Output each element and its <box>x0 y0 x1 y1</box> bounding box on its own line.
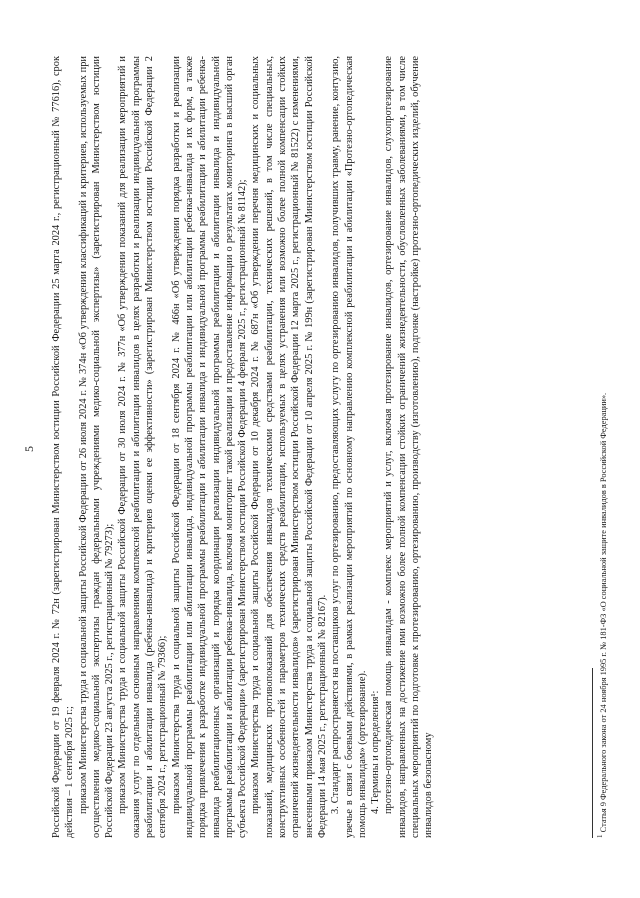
paragraph: приказом Министерства труда и социальной защиты Российской Федерации от 30 июля 2024 г. № 377н «Об утверждении показаний для реализации мероприятий и оказания услуг по отдельным основным направлениям комплексной реабилитации и абилитации инвалидов в целях разработки и реализации индивидуальной программы реабилитации и абилитации инвалида (ребенка-инвалида) и критериев оценки ее эффективности» (зарегистрирован Министерством юстиции Российской Федерации 2 сентября 2024 г., регистрационный № 79366); <box>117 56 169 838</box>
footnote-separator <box>592 668 593 838</box>
document-body <box>50 56 436 838</box>
paragraph: Российской Федерации от 19 февраля 2024 г. № 72н (зарегистрирован Министерством юстиции Российской Федерации 25 марта 2024 г., регистрационный № 77616), срок действия – 1 сентября 2025 г.; <box>51 56 76 838</box>
paragraph: 4. Термины и определения¹: <box>370 690 382 814</box>
paragraph: протезно-ортопедическая помощь инвалидам - комплекс мероприятий и услуг, включая протезирование инвалидов, ортезирование инвалидов, слухопротезирование инвалидов, направленных на достижение ими возможно более полной компенсации стойких ограничений жизнедеятельности, обусловленных заболеваниями, в том числе специальных мероприятий по подготовке к протезированию, ортезированию, производству (изготовлению), подгонке (настройке) протезно-ортопедических изделий, обучение инвалидов безопасному <box>383 56 435 838</box>
paragraph: 3. Стандарт распространяется на поставщиков услуг по ортезированию, предоставляющих услугу по ортезированию инвалидов, получивших травму, ранение, контузию, увечье в связи с боевыми действиями, в рамках реализации мероприятий по основному направлению комплексной реабилитации и абилитации «Протезно-ортопедическая помощь инвалидам» (ортезирование). <box>330 56 368 838</box>
paragraph: приказом Министерства труда и социальной защиты Российской Федерации от 10 декабря 2024 г. № 687н «Об утверждении перечня медицинских и социальных показаний, медицинских противопоказаний для обеспечения инвалидов техническими средствами реабилитации, технических решений, в том числе специальных, конструктивных особенностей и параметров технических средств реабилитации, используемых в целях устранения или возможно более полной компенсации стойких ограничений жизнедеятельности инвалидов» (зарегистрирован Министерством юстиции Российской Федерации 12 марта 2025 г., регистрационный № 81522) с изменениями, внесенными приказом Министерства труда и социальной защиты Российской Федерации от 10 апреля 2025 г. № 199н (зарегистрирован Министерством юстиции Российской Федерации 14 мая 2025 г., регистрационный № 82167). <box>250 56 328 838</box>
paragraph: приказом Министерства труда и социальной защиты Российской Федерации от 26 июля 2024 г. № 374н «Об утверждении классификаций и критериев, используемых при осуществлении медико-социальной экспертизы граждан федеральными учреждениями медико-социальной экспертизы» (зарегистрирован Министерством юстиции Российской Федерации 23 августа 2025 г., регистрационный № 79273); <box>77 56 116 838</box>
footnote <box>598 56 609 838</box>
footnote-marker: 1 <box>596 834 605 838</box>
page-number: 5 <box>22 446 36 452</box>
paragraph: приказом Министерства труда и социальной защиты Российской Федерации от 18 сентября 2024 г. № 466н «Об утверждении порядка разработки и реализации индивидуальной программы реабилитации или абилитации инвалида, индивидуальной программы реабилитации или абилитации ребенка-инвалида и их форм, а также порядка привлечения к разработке индивидуальной программы реабилитации и абилитации инвалида и индивидуальной программы реабилитации и абилитации ребенка-инвалида реабилитационных организаций и порядка координации реализации индивидуальной программы реабилитации и абилитации инвалида и индивидуальной программы реабилитации и абилитации ребенка-инвалида, включая мониторинг такой реализации и предоставление информации о результатах мониторинга в высший орган субъекта Российской Федерации» (зарегистрирован Министерством юстиции Российской Федерации 4 февраля 2025 г., регистрационный № 81142); <box>170 56 249 838</box>
footnote-text: Статья 9 Федерального закона от 24 ноября 1995 г. № 181-ФЗ «О социальной защите инвалидов в Российской Федерации». <box>599 392 608 833</box>
